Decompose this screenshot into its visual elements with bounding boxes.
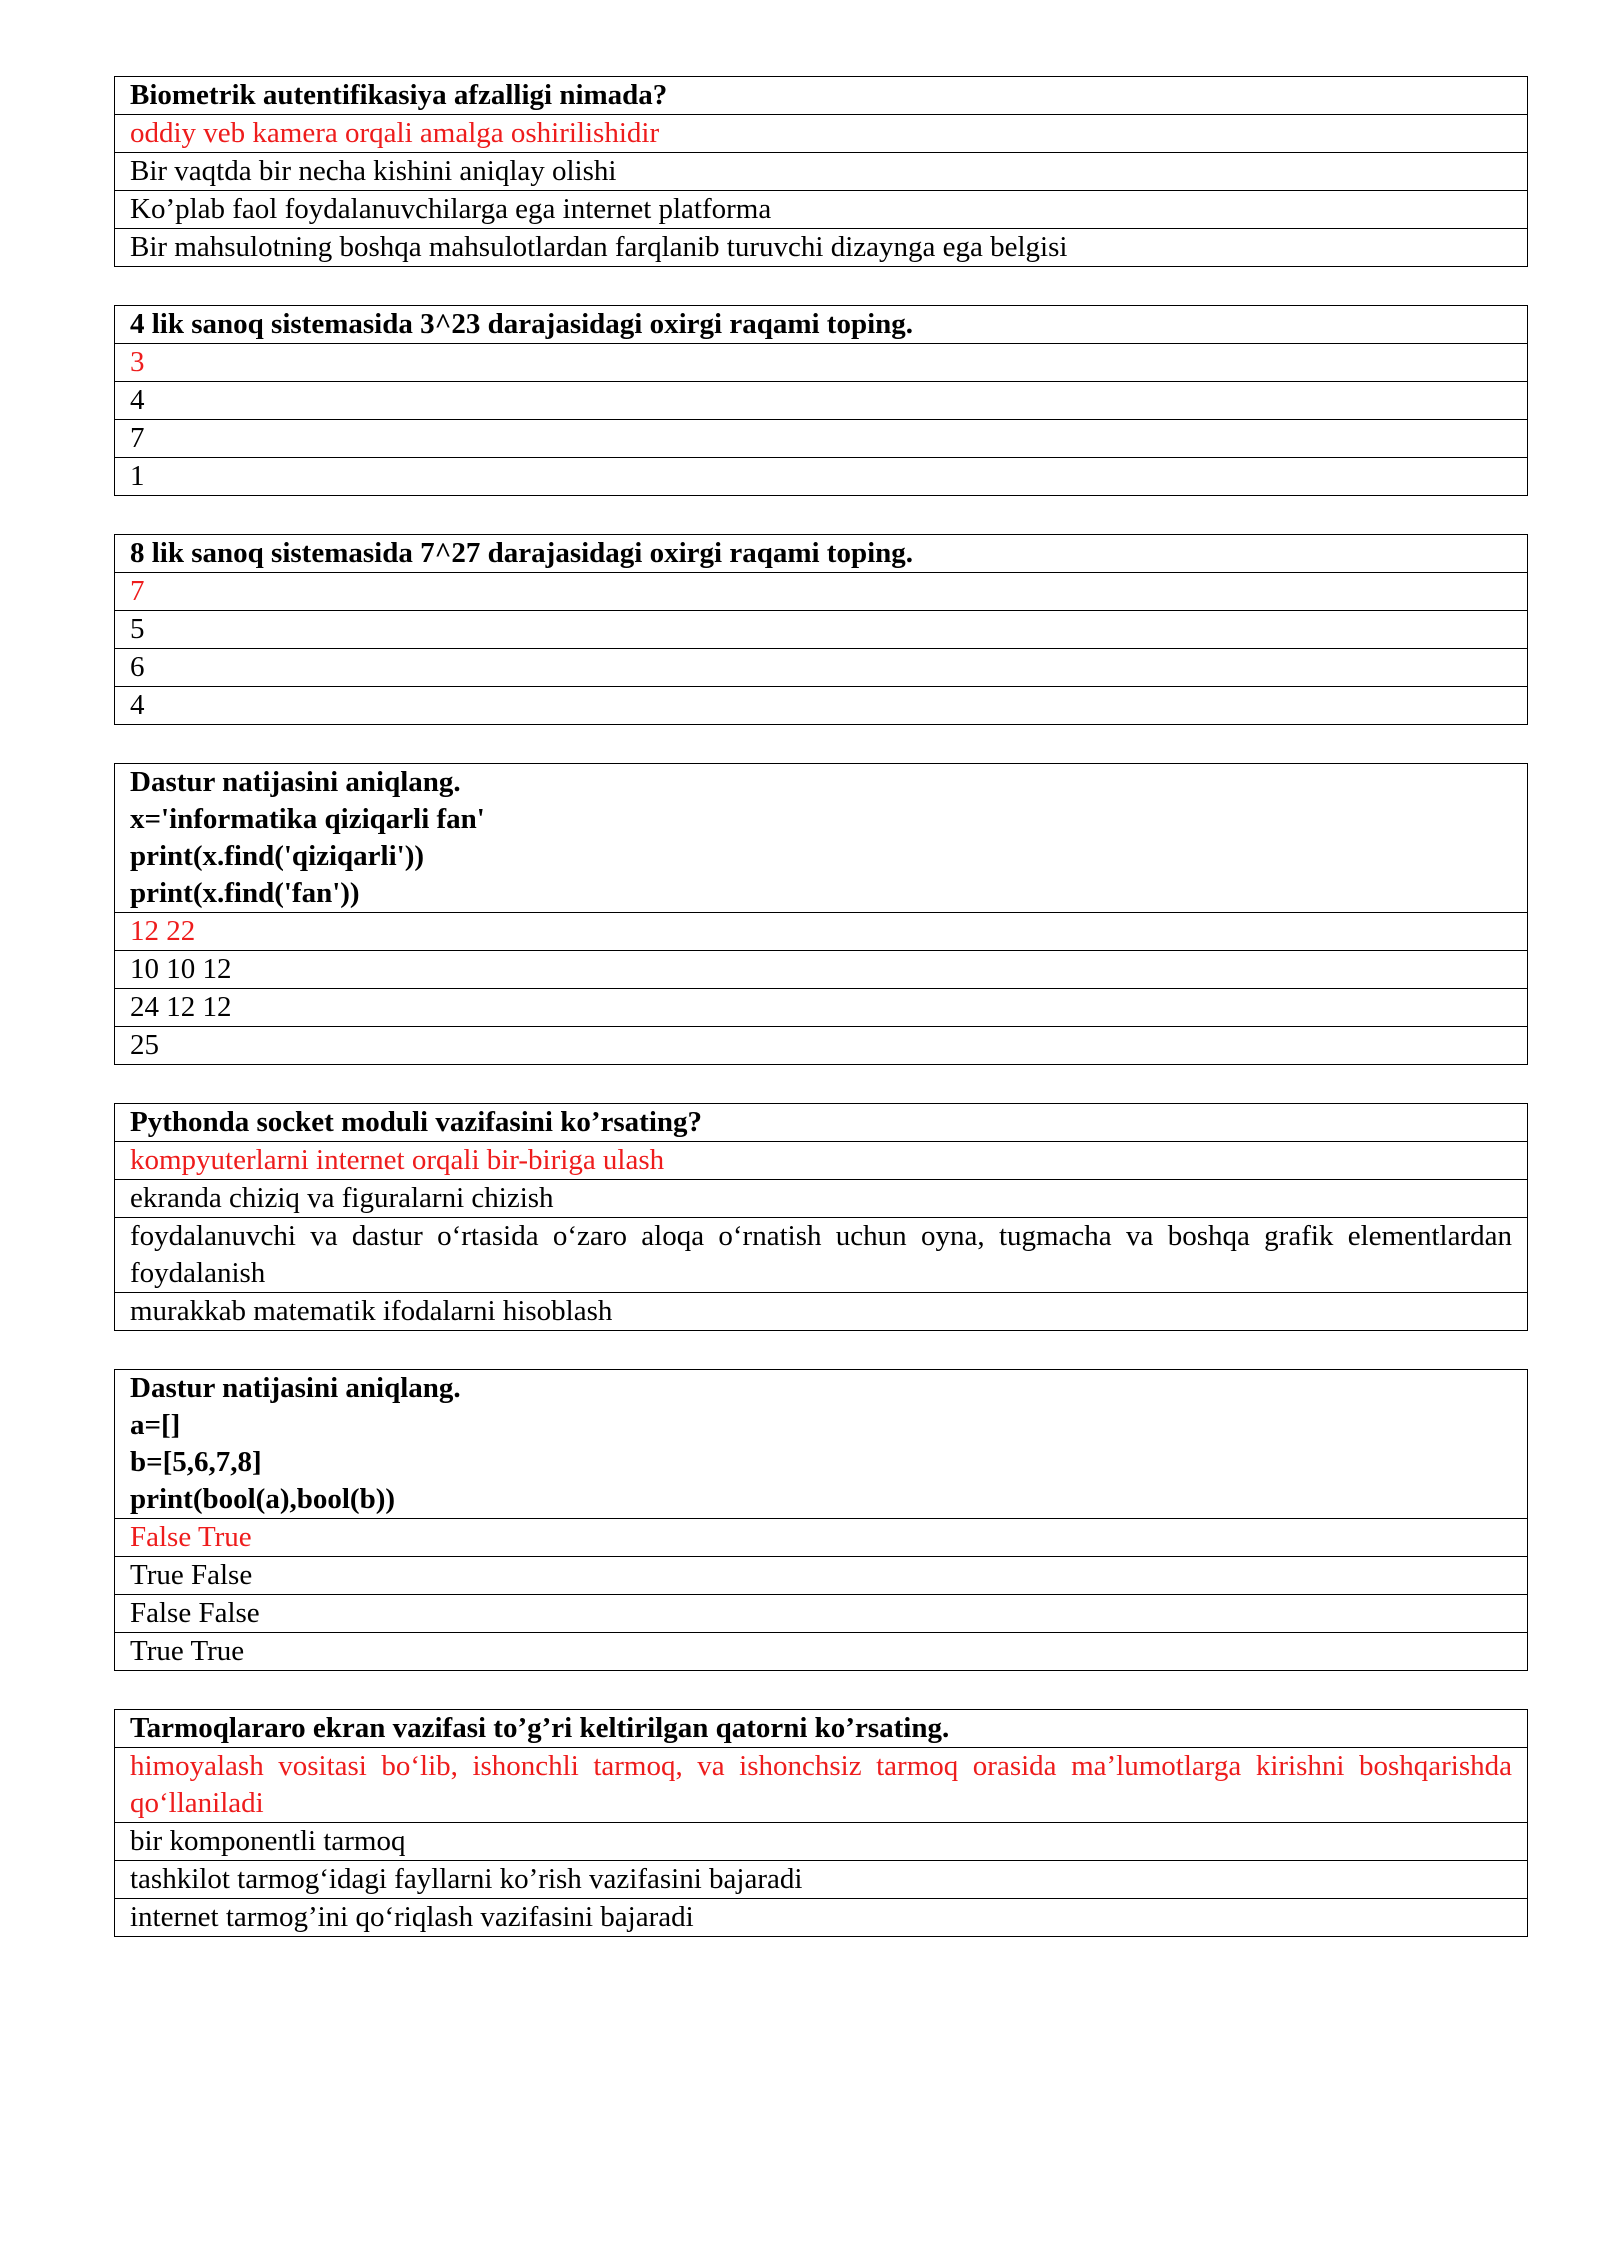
question-block-5 — [114, 1103, 1528, 1331]
answer-option-correct: himoyalash vositasi bo‘lib, ishonchli tarmoq, va ishonchsiz tarmoq orasida ma’lumotlarga kirishni boshqarishda qo‘llaniladi — [115, 1748, 1528, 1823]
question-text: Tarmoqlararo ekran vazifasi to’g’ri keltirilgan qatorni ko’rsating. — [115, 1710, 1528, 1748]
answer-option: Bir mahsulotning boshqa mahsulotlardan farqlanib turuvchi dizaynga ega belgisi — [115, 229, 1528, 267]
answer-option: 4 — [115, 382, 1528, 420]
answer-option: 7 — [115, 420, 1528, 458]
answer-option: tashkilot tarmog‘idagi fayllarni ko’rish vazifasini bajaradi — [115, 1861, 1528, 1899]
code-line: print(x.find('fan')) — [130, 877, 360, 909]
question-block-2 — [114, 305, 1528, 496]
answer-option-correct: 12 22 — [115, 913, 1528, 951]
answer-option: 4 — [115, 687, 1528, 725]
test-document — [114, 76, 1528, 1975]
question-block-4 — [114, 763, 1528, 1065]
answer-option-correct: kompyuterlarni internet orqali bir-biriga ulash — [115, 1142, 1528, 1180]
answer-option: False False — [115, 1595, 1528, 1633]
answer-option: 1 — [115, 458, 1528, 496]
answer-option: 24 12 12 — [115, 989, 1528, 1027]
answer-option: foydalanuvchi va dastur o‘rtasida o‘zaro aloqa o‘rnatish uchun oyna, tugmacha va boshqa grafik elementlardan foydalanish — [115, 1218, 1528, 1293]
answer-option-correct: oddiy veb kamera orqali amalga oshirilishidir — [115, 115, 1528, 153]
answer-option: murakkab matematik ifodalarni hisoblash — [115, 1293, 1528, 1331]
question-text: Dastur natijasini aniqlang. a=[] b=[5,6,7,8] print(bool(a),bool(b)) — [115, 1370, 1528, 1519]
question-text: 4 lik sanoq sistemasida 3^23 darajasidagi oxirgi raqami toping. — [115, 306, 1528, 344]
answer-option: 25 — [115, 1027, 1528, 1065]
code-line: print(bool(a),bool(b)) — [130, 1483, 396, 1515]
answer-option: 6 — [115, 649, 1528, 687]
answer-option-correct: 3 — [115, 344, 1528, 382]
code-line: a=[] — [130, 1409, 181, 1441]
question-block-1 — [114, 76, 1528, 267]
question-text: Dastur natijasini aniqlang. x='informatika qiziqarli fan' print(x.find('qiziqarli')) print(x.find('fan')) — [115, 764, 1528, 913]
answer-option: True True — [115, 1633, 1528, 1671]
question-block-7 — [114, 1709, 1528, 1937]
answer-option: internet tarmog’ini qo‘riqlash vazifasini bajaradi — [115, 1899, 1528, 1937]
code-line: print(x.find('qiziqarli')) — [130, 840, 425, 872]
answer-option-correct: False True — [115, 1519, 1528, 1557]
answer-option: True False — [115, 1557, 1528, 1595]
question-block-3 — [114, 534, 1528, 725]
code-line: b=[5,6,7,8] — [130, 1446, 262, 1478]
question-block-6 — [114, 1369, 1528, 1671]
code-line: x='informatika qiziqarli fan' — [130, 803, 485, 835]
question-text: Pythonda socket moduli vazifasini ko’rsating? — [115, 1104, 1528, 1142]
question-text: Biometrik autentifikasiya afzalligi nimada? — [115, 77, 1528, 115]
answer-option: Ko’plab faol foydalanuvchilarga ega internet platforma — [115, 191, 1528, 229]
answer-option: bir komponentli tarmoq — [115, 1823, 1528, 1861]
answer-option: 10 10 12 — [115, 951, 1528, 989]
answer-option: Bir vaqtda bir necha kishini aniqlay olishi — [115, 153, 1528, 191]
answer-option: ekranda chiziq va figuralarni chizish — [115, 1180, 1528, 1218]
answer-option-correct: 7 — [115, 573, 1528, 611]
answer-option: 5 — [115, 611, 1528, 649]
question-text: 8 lik sanoq sistemasida 7^27 darajasidagi oxirgi raqami toping. — [115, 535, 1528, 573]
